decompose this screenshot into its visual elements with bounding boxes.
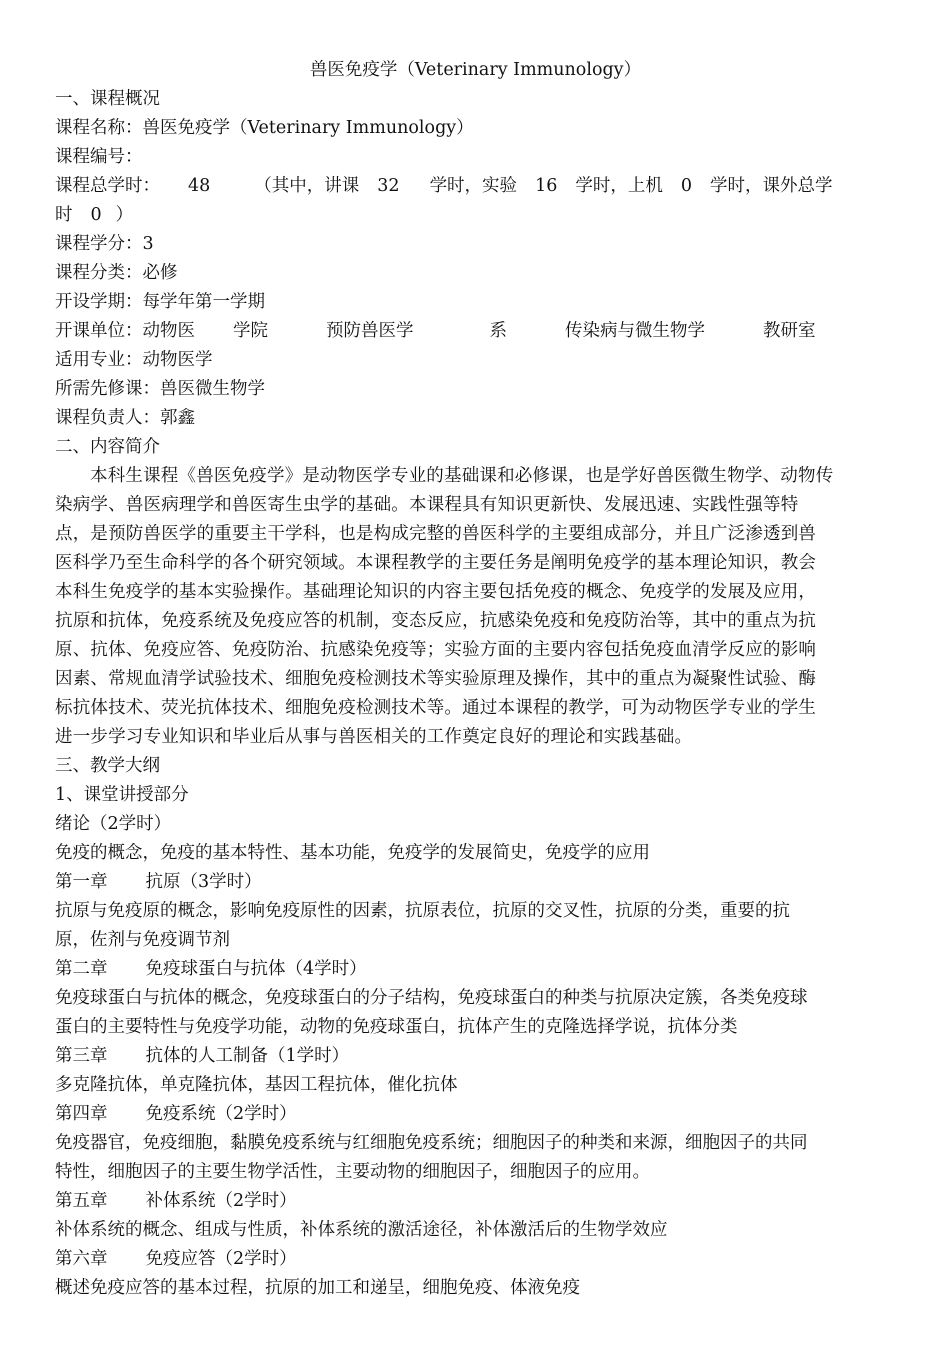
chapter-heading [55,868,900,897]
hours-cont-a: 时 [55,205,73,225]
intro-line: 染病学、兽医病理学和兽医寄生虫学的基础。本课程具有知识更新快、发展迅速、实践性强等特 [55,495,799,515]
leader-row: 课程负责人：郭鑫 [55,408,195,428]
chapter-title: 抗原（3学时） [145,872,262,892]
hours-comp-label: 学时，上机 [575,176,663,196]
chapter-heading [55,1187,900,1216]
hours-cont-b: ） [115,205,134,225]
course-name-row [55,114,900,143]
unit-dept: 系 [489,321,507,341]
intro-chapter-heading: 绪论（2学时） [55,814,172,834]
chapter-text: 蛋白的主要特性与免疫学功能，动物的免疫球蛋白，抗体产生的克隆选择学说，抗体分类 [55,1017,738,1037]
chapter-text: 多克隆抗体，单克隆抗体，基因工程抗体，催化抗体 [55,1075,458,1095]
hours-lab: 16 [535,176,558,196]
intro-chapter-text: 免疫的概念，免疫的基本特性、基本功能，免疫学的发展简史，免疫学的应用 [55,843,650,863]
chapter-title: 免疫系统（2学时） [145,1104,297,1124]
chapter-text: 免疫球蛋白与抗体的概念，免疫球蛋白的分子结构，免疫球蛋白的种类与抗原决定簇，各类免疫球 [55,988,808,1008]
intro-line: 抗原和抗体，免疫系统及免疫应答的机制，变态反应，抗感染免疫和免疫防治等，其中的重点为抗 [55,611,817,631]
intro-line: 原、抗体、免疫应答、免疫防治、抗感染免疫等；实验方面的主要内容包括免疫血清学反应的影响 [55,640,817,660]
hours-label: 课程总学时： [55,176,160,196]
chapter-title: 免疫应答（2学时） [145,1249,297,1269]
intro-line: 本科生免疫学的基本实验操作。基础理论知识的内容主要包括免疫的概念、免疫学的发展及应用， [55,582,817,602]
intro-line: 标抗体技术、荧光抗体技术、细胞免疫检测技术等。通过本课程的教学，可为动物医学专业的学生 [55,698,817,718]
hours-comp: 0 [680,176,692,196]
intro-line: 因素、常规血清学试验技术、细胞免疫检测技术等实验原理及操作，其中的重点为凝聚性试验、酶 [55,669,817,689]
chapter-heading [55,1042,900,1071]
unit-college: 学院 [233,321,268,341]
unit-label: 开课单位：动物医 [55,321,195,341]
subsection-heading-lecture: 1、课堂讲授部分 [55,785,189,805]
hours-open: （其中，讲课 [254,176,360,196]
unit-row [55,317,900,346]
course-name-label: 课程名称： [55,118,143,138]
unit-office: 教研室 [763,321,816,341]
section-heading-overview: 一、课程概况 [55,89,160,109]
chapter-number: 第五章 [55,1191,108,1211]
intro-line: 本科生课程《兽医免疫学》是动物医学专业的基础课和必修课，也是学好兽医微生物学、动物传 [90,466,834,486]
unit-lab-name: 传染病与微生物学 [565,321,705,341]
chapter-number: 第一章 [55,872,108,892]
semester-row: 开设学期：每学年第一学期 [55,292,265,312]
hours-row [55,172,900,201]
prereq-row: 所需先修课：兽医微生物学 [55,379,265,399]
chapter-number: 第三章 [55,1046,108,1066]
major-row: 适用专业：动物医学 [55,350,213,370]
hours-row-cont [55,201,900,230]
hours-total: 48 [188,176,211,196]
chapter-title: 免疫球蛋白与抗体（4学时） [145,959,367,979]
course-code-row: 课程编号： [55,147,143,167]
chapter-heading [55,1245,900,1274]
course-name-value: 兽医免疫学（Veterinary Immunology） [142,118,474,138]
chapter-number: 第二章 [55,959,108,979]
chapter-heading [55,1100,900,1129]
hours-out: 0 [90,205,102,225]
intro-line: 点，是预防兽医学的重要主干学科，也是构成完整的兽医科学的主要组成部分，并且广泛渗透到兽 [55,524,817,544]
chapter-number: 第六章 [55,1249,108,1269]
chapter-text: 免疫器官，免疫细胞，黏膜免疫系统与红细胞免疫系统；细胞因子的种类和来源，细胞因子的共同 [55,1133,808,1153]
category-row: 课程分类：必修 [55,263,178,283]
intro-line: 进一步学习专业知识和毕业后从事与兽医相关的工作奠定良好的理论和实践基础。 [55,727,693,747]
chapter-number: 第四章 [55,1104,108,1124]
chapter-title: 抗体的人工制备（1学时） [145,1046,350,1066]
chapter-title: 补体系统（2学时） [145,1191,297,1211]
chapter-text: 原，佐剂与免疫调节剂 [55,930,230,950]
chapter-text: 补体系统的概念、组成与性质，补体系统的激活途径，补体激活后的生物学效应 [55,1220,668,1240]
hours-out-label: 学时，课外总学 [709,176,833,196]
chapter-text: 特性，细胞因子的主要生物学活性，主要动物的细胞因子，细胞因子的应用。 [55,1162,650,1182]
section-heading-intro: 二、内容简介 [55,437,160,457]
section-heading-syllabus: 三、教学大纲 [55,756,160,776]
unit-dept-name: 预防兽医学 [326,321,414,341]
hours-lab-label: 学时，实验 [429,176,518,196]
hours-lecture: 32 [377,176,400,196]
chapter-text: 概述免疫应答的基本过程，抗原的加工和递呈，细胞免疫、体液免疫 [55,1278,580,1298]
intro-line: 医科学乃至生命科学的各个研究领域。本课程教学的主要任务是阐明免疫学的基本理论知识，教会 [55,553,817,573]
credits-row: 课程学分：3 [55,234,154,254]
chapter-text: 抗原与免疫原的概念，影响免疫原性的因素，抗原表位，抗原的交叉性，抗原的分类，重要的抗 [55,901,790,921]
document-title: 兽医免疫学（Veterinary Immunology） [309,60,642,80]
chapter-heading [55,955,900,984]
